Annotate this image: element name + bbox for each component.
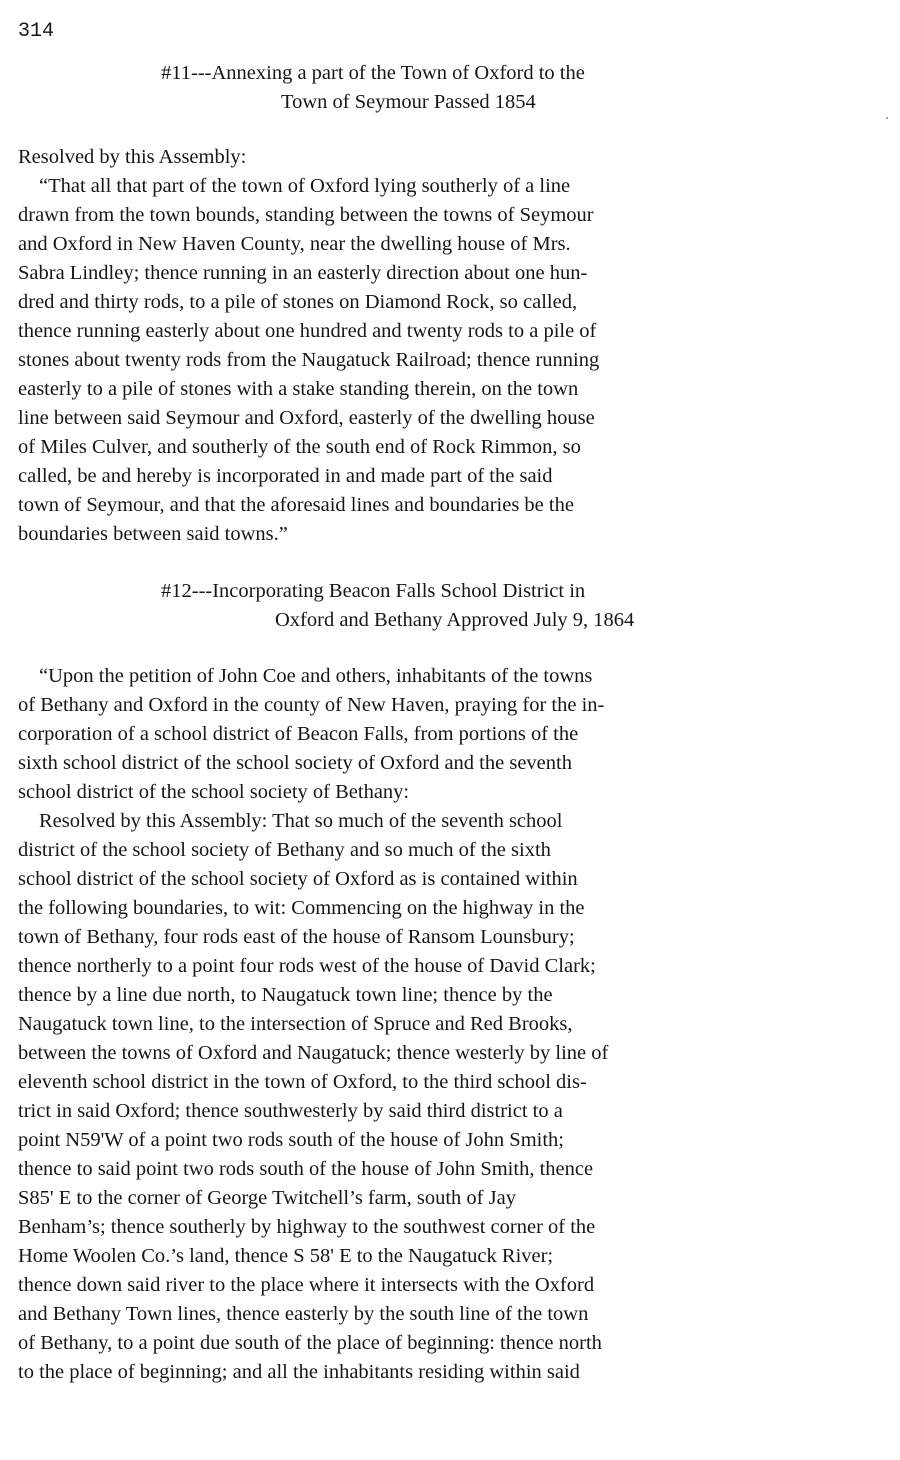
text-line: to the place of beginning; and all the inhabitants residing within said (18, 1361, 580, 1383)
section-12-heading (0, 577, 900, 635)
text-line: easterly to a pile of stones with a stake standing therein, on the town (18, 378, 579, 400)
text-line: district of the school society of Bethany and so much of the sixth (18, 839, 551, 861)
text-line: point N59'W of a point two rods south of the house of John Smith; (18, 1129, 564, 1151)
text-line: school district of the school society of Oxford as is contained within (18, 868, 578, 890)
scan-speck (886, 117, 888, 119)
text-line: eleventh school district in the town of Oxford, to the third school dis- (18, 1071, 587, 1093)
text-line: and Bethany Town lines, thence easterly by the south line of the town (18, 1303, 589, 1325)
section-12-heading-line: Oxford and Bethany Approved July 9, 1864 (275, 609, 635, 631)
section-12-resolution-line: Resolved by this Assembly: That so much of the seventh school (39, 810, 563, 832)
text-line: the following boundaries, to wit: Commencing on the highway in the (18, 897, 585, 919)
text-line: called, be and hereby is incorporated in and made part of the said (18, 465, 553, 487)
text-line: boundaries between said towns.” (18, 523, 288, 545)
text-line: Sabra Lindley; thence running in an easterly direction about one hun- (18, 262, 588, 284)
text-line: of Bethany and Oxford in the county of New Haven, praying for the in- (18, 694, 605, 716)
text-line: and Oxford in New Haven County, near the dwelling house of Mrs. (18, 233, 571, 255)
text-line: thence running easterly about one hundred and twenty rods to a pile of (18, 320, 597, 342)
text-line: “Upon the petition of John Coe and others, inhabitants of the towns (39, 665, 593, 687)
section-12-heading-line: #12---Incorporating Beacon Falls School District in (161, 580, 586, 602)
text-line: trict in said Oxford; thence southwesterly by said third district to a (18, 1100, 563, 1122)
text-line: thence northerly to a point four rods west of the house of David Clark; (18, 955, 596, 977)
text-line: school district of the school society of Bethany: (18, 781, 410, 803)
text-line: of Bethany, to a point due south of the place of beginning: thence north (18, 1332, 602, 1354)
text-line: Naugatuck town line, to the intersection of Spruce and Red Brooks, (18, 1013, 573, 1035)
text-line: town of Seymour, and that the aforesaid lines and boundaries be the (18, 494, 574, 516)
section-11-resolution-line: Resolved by this Assembly: (18, 146, 247, 168)
page-number: 314 (18, 20, 55, 43)
text-line: drawn from the town bounds, standing between the towns of Seymour (18, 204, 594, 226)
text-line: thence down said river to the place where it intersects with the Oxford (18, 1274, 595, 1296)
section-11-text (18, 143, 868, 549)
text-line: dred and thirty rods, to a pile of stones on Diamond Rock, so called, (18, 291, 578, 313)
text-line: line between said Seymour and Oxford, easterly of the dwelling house (18, 407, 595, 429)
text-line: Benham’s; thence southerly by highway to the southwest corner of the (18, 1216, 596, 1238)
text-line: between the towns of Oxford and Naugatuck; thence westerly by line of (18, 1042, 609, 1064)
text-line: thence to said point two rods south of the house of John Smith, thence (18, 1158, 594, 1180)
text-line: corporation of a school district of Beacon Falls, from portions of the (18, 723, 579, 745)
section-11-heading-line: Town of Seymour Passed 1854 (281, 91, 536, 113)
text-line: town of Bethany, four rods east of the house of Ransom Lounsbury; (18, 926, 575, 948)
section-11-heading (0, 59, 900, 117)
text-line: sixth school district of the school society of Oxford and the seventh (18, 752, 572, 774)
text-line: of Miles Culver, and southerly of the south end of Rock Rimmon, so (18, 436, 581, 458)
section-11-heading-line: #11---Annexing a part of the Town of Oxford to the (161, 62, 585, 84)
text-line: “That all that part of the town of Oxford lying southerly of a line (39, 175, 571, 197)
text-line: Home Woolen Co.’s land, thence S 58' E to the Naugatuck River; (18, 1245, 554, 1267)
section-12-text (18, 662, 868, 1387)
text-line: thence by a line due north, to Naugatuck town line; thence by the (18, 984, 553, 1006)
text-line: stones about twenty rods from the Naugatuck Railroad; thence running (18, 349, 600, 371)
text-line: S85' E to the corner of George Twitchell’s farm, south of Jay (18, 1187, 516, 1209)
